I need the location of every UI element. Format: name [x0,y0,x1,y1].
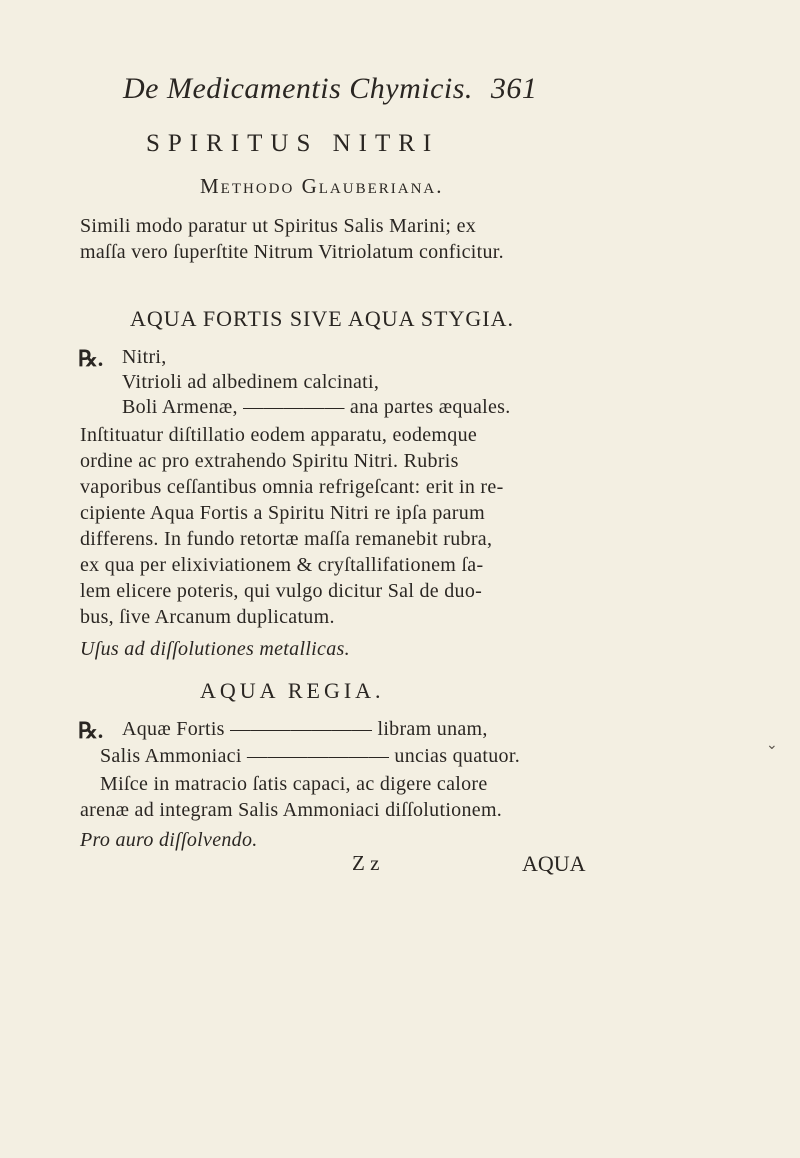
section-title-spiritus-nitri: SPIRITUS NITRI [146,130,440,157]
page-number: 361 [490,72,538,105]
running-header [123,72,537,106]
recipe-symbol: ℞. [78,346,104,371]
section-title-aqua-fortis: AQUA FORTIS SIVE AQUA STYGIA. [130,306,514,331]
paragraph-line: lem elicere poteris, qui vulgo dicitur Sal de duo- [80,580,483,602]
usage-note: Uſus ad diſſolutiones metallicas. [80,638,350,660]
margin-mark: ⌄ [766,738,778,753]
signature-mark: Z z [352,851,380,875]
paragraph-line: differens. In fundo retortæ maſſa remanebit rubra, [80,528,493,550]
paragraph-line: vaporibus ceſſantibus omnia refrigeſcant: erit in re- [80,476,504,498]
recipe-symbol: ℞. [78,718,104,743]
paragraph-line: bus, ſive Arcanum duplicatum. [80,606,335,628]
recipe-line: Aquæ Fortis ——————— libram unam, [122,718,488,740]
paragraph-line: maſſa vero ſuperſtite Nitrum Vitriolatum conficitur. [80,241,504,263]
catchword: AQUA [522,851,586,876]
recipe-line: Boli Armenæ, ————— ana partes æquales. [122,396,511,418]
paragraph-line: ex qua per elixiviationem & cryſtallifationem ſa- [80,554,484,576]
paragraph-line: Miſce in matracio ſatis capaci, ac digere calore [100,773,488,795]
recipe-line: Salis Ammoniaci ——————— uncias quatuor. [100,745,521,767]
section-subtitle-methodo: Methodo Glauberiana. [200,174,444,198]
recipe-line: Vitrioli ad albedinem calcinati, [122,371,380,393]
section-title-aqua-regia: AQUA REGIA. [200,678,385,703]
paragraph-line: Simili modo paratur ut Spiritus Salis Marini; ex [80,215,477,237]
paragraph-line: ordine ac pro extrahendo Spiritu Nitri. Rubris [80,450,459,472]
paragraph-line: cipiente Aqua Fortis a Spiritu Nitri re ipſa parum [80,502,485,524]
paragraph-line: Inſtituatur diſtillatio eodem apparatu, eodemque [80,424,478,446]
running-title: De Medicamentis Chymicis. [123,72,473,105]
recipe-line: Nitri, [122,346,167,368]
usage-note: Pro auro diſſolvendo. [80,829,258,851]
paragraph-line: arenæ ad integram Salis Ammoniaci diſſolutionem. [80,799,503,821]
